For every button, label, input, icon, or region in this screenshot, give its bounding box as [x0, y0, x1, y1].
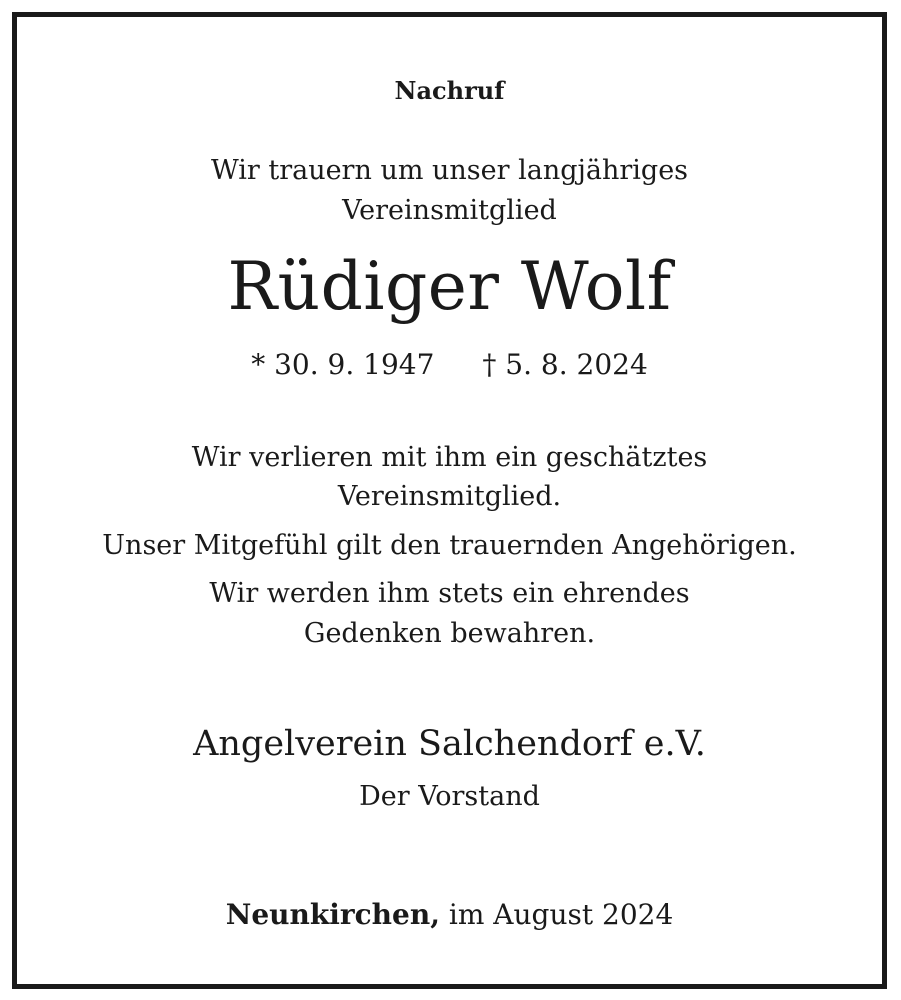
obituary-heading: Nachruf: [394, 76, 505, 105]
intro-line-1: Wir trauern um unser langjähriges: [210, 155, 689, 186]
message-line-4: Wir werden ihm stets ein ehrendes: [209, 578, 690, 609]
place-date: im August 2024: [448, 898, 674, 931]
place-city: Neunkirchen,: [225, 898, 440, 931]
life-dates: [17, 348, 882, 381]
message-line-1: Wir verlieren mit ihm ein geschätztes: [191, 442, 708, 473]
obituary-frame: [12, 12, 887, 989]
sender-organization: Angelverein Salchendorf e.V.: [193, 724, 706, 764]
intro-line-2: Vereinsmitglied: [342, 195, 557, 226]
birth-date: * 30. 9. 1947: [251, 348, 435, 381]
deceased-name: Rüdiger Wolf: [227, 248, 672, 325]
place-and-date: [17, 898, 882, 931]
message-line-5: Gedenken bewahren.: [303, 618, 596, 649]
message-line-3: Unser Mitgefühl gilt den trauernden Angehörigen.: [102, 530, 797, 561]
message-line-2: Vereinsmitglied.: [337, 481, 562, 512]
death-date: † 5. 8. 2024: [482, 348, 648, 381]
sender-board: Der Vorstand: [359, 781, 540, 812]
